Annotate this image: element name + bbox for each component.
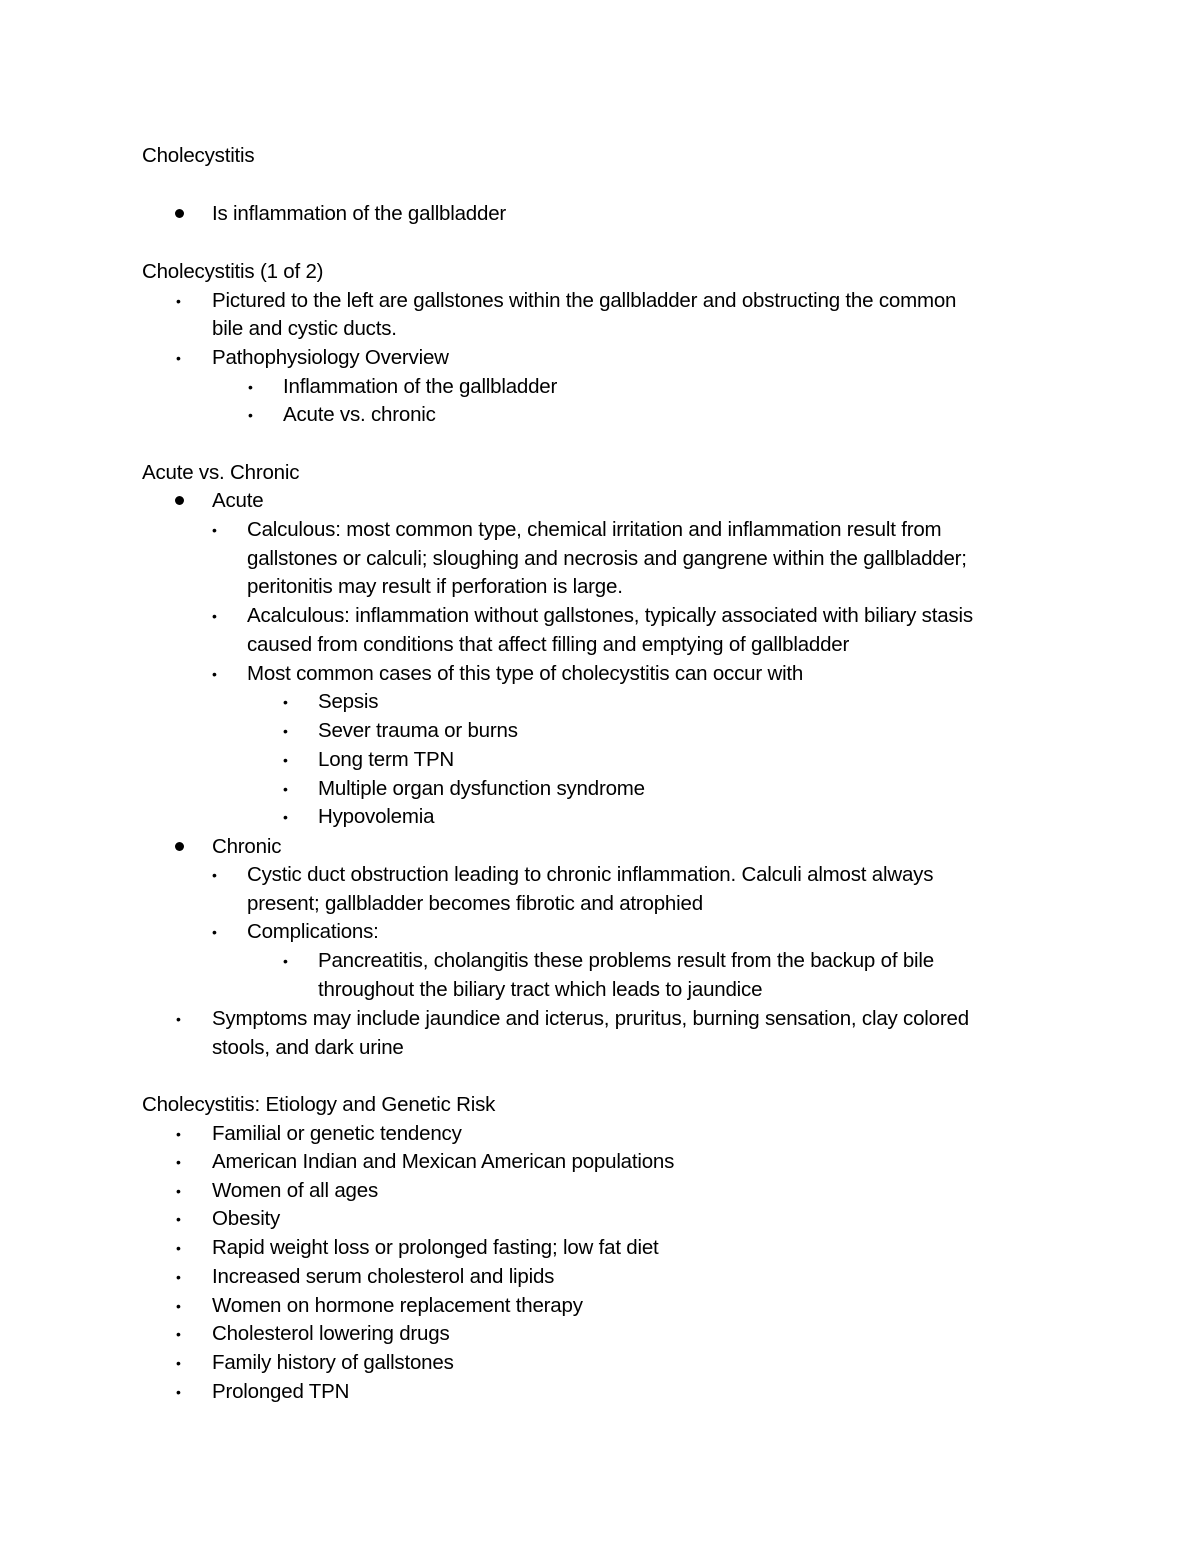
list-item: Pathophysiology Overview — [212, 346, 449, 369]
list-item: Most common cases of this type of cholecystitis can occur with — [247, 662, 804, 685]
list-item: American Indian and Mexican American populations — [212, 1150, 675, 1173]
bullet-icon: • — [176, 293, 181, 309]
bullet-icon: • — [212, 666, 217, 682]
filled-bullet-icon — [175, 209, 184, 218]
bullet-icon: • — [212, 522, 217, 538]
bullet-icon: • — [212, 924, 217, 940]
bullet-icon: • — [176, 1011, 181, 1027]
list-item-continuation: throughout the biliary tract which leads to jaundice — [318, 978, 763, 1001]
bullet-icon: • — [176, 1154, 181, 1170]
list-item-acute: Acute — [212, 489, 264, 512]
list-item-continuation: gallstones or calculi; sloughing and necrosis and gangrene within the gallbladder; — [247, 547, 967, 570]
list-item: Cystic duct obstruction leading to chronic inflammation. Calculi almost always — [247, 863, 934, 886]
bullet-icon: • — [176, 1355, 181, 1371]
filled-bullet-icon — [175, 842, 184, 851]
list-item: Sever trauma or burns — [318, 719, 518, 742]
filled-bullet-icon — [175, 496, 184, 505]
bullet-icon: • — [176, 1183, 181, 1199]
bullet-icon: • — [212, 867, 217, 883]
list-item: Hypovolemia — [318, 805, 435, 828]
bullet-icon: • — [248, 379, 253, 395]
list-item: Women on hormone replacement therapy — [212, 1294, 583, 1317]
list-item: Prolonged TPN — [212, 1380, 350, 1403]
bullet-icon: • — [176, 350, 181, 366]
list-item: Familial or genetic tendency — [212, 1122, 462, 1145]
list-item-continuation: present; gallbladder becomes fibrotic and atrophied — [247, 892, 703, 915]
bullet-icon: • — [248, 407, 253, 423]
list-item: Pancreatitis, cholangitis these problems result from the backup of bile — [318, 949, 934, 972]
bullet-icon: • — [176, 1211, 181, 1227]
bullet-icon: • — [176, 1384, 181, 1400]
bullet-icon: • — [283, 809, 288, 825]
list-item: Rapid weight loss or prolonged fasting; low fat diet — [212, 1236, 659, 1259]
bullet-icon: • — [283, 953, 288, 969]
bullet-icon: • — [283, 723, 288, 739]
list-item: Calculous: most common type, chemical irritation and inflammation result from — [247, 518, 942, 541]
bullet-icon: • — [283, 752, 288, 768]
list-item-continuation: caused from conditions that affect filling and emptying of gallbladder — [247, 633, 850, 656]
list-item: Inflammation of the gallbladder — [283, 375, 558, 398]
bullet-icon: • — [176, 1126, 181, 1142]
list-item: Is inflammation of the gallbladder — [212, 202, 507, 225]
list-item: Multiple organ dysfunction syndrome — [318, 777, 645, 800]
list-item: Acute vs. chronic — [283, 403, 436, 426]
list-item: Long term TPN — [318, 748, 455, 771]
list-item: Women of all ages — [212, 1179, 379, 1202]
bullet-icon: • — [176, 1269, 181, 1285]
section-heading-cholecystitis-1-of-2: Cholecystitis (1 of 2) — [142, 260, 324, 283]
bullet-icon: • — [176, 1298, 181, 1314]
list-item-chronic: Chronic — [212, 835, 282, 858]
bullet-icon: • — [176, 1326, 181, 1342]
bullet-icon: • — [212, 608, 217, 624]
bullet-icon: • — [283, 694, 288, 710]
bullet-icon: • — [176, 1240, 181, 1256]
list-item: Sepsis — [318, 690, 379, 713]
list-item: Pictured to the left are gallstones within the gallbladder and obstructing the common — [212, 289, 957, 312]
list-item: Complications: — [247, 920, 379, 943]
list-item: Acalculous: inflammation without gallstones, typically associated with biliary stasis — [247, 604, 973, 627]
list-item: Obesity — [212, 1207, 281, 1230]
list-item: Increased serum cholesterol and lipids — [212, 1265, 555, 1288]
list-item: Family history of gallstones — [212, 1351, 454, 1374]
list-item: Symptoms may include jaundice and icterus, pruritus, burning sensation, clay colored — [212, 1007, 969, 1030]
list-item: Cholesterol lowering drugs — [212, 1322, 450, 1345]
section-heading-cholecystitis: Cholecystitis — [142, 144, 255, 167]
section-heading-acute-vs-chronic: Acute vs. Chronic — [142, 461, 300, 484]
list-item-continuation: peritonitis may result if perforation is large. — [247, 575, 623, 598]
bullet-icon: • — [283, 781, 288, 797]
list-item-continuation: bile and cystic ducts. — [212, 317, 397, 340]
list-item-continuation: stools, and dark urine — [212, 1036, 404, 1059]
section-heading-etiology-genetic-risk: Cholecystitis: Etiology and Genetic Risk — [142, 1093, 496, 1116]
